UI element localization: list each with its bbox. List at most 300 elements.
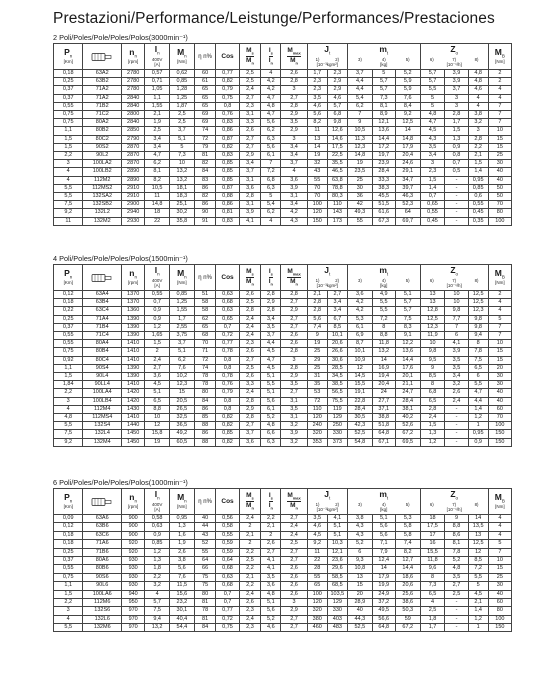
cell-mb: 30 [488, 381, 511, 389]
table-row [54, 201, 512, 209]
cell-eta: 58 [194, 307, 216, 315]
table-row [54, 598, 512, 606]
cell-in: 3,6 [145, 373, 170, 381]
cell-mb: 5 [488, 540, 511, 548]
cell-in: 3,2 [145, 582, 170, 590]
cell-mb: 4 [488, 531, 511, 539]
cell-mt5: 14 [395, 127, 420, 135]
cell-nn: 1390 [122, 332, 145, 340]
mn-symbol: $M_n$ [177, 267, 187, 280]
cell-ms: 2,4 [239, 86, 261, 94]
cell-mmax: 2,8 [281, 348, 307, 356]
table-row [54, 217, 512, 225]
cell-type: 90S2 [83, 143, 122, 151]
cell-is: 5,6 [261, 397, 281, 405]
cell-is: 7,2 [261, 168, 281, 176]
cell-type: 100LB4 [83, 397, 122, 405]
cell-zo7: 8,6 [445, 531, 468, 539]
cell-mn: 3,8 [170, 556, 195, 564]
jt-symbol: $J_t$ [324, 489, 331, 501]
cell-in: 4 [145, 590, 170, 598]
cell-zo8: 7,8 [468, 348, 488, 356]
cell-jt2: 3,4 [327, 307, 347, 315]
cell-mn: 20,5 [170, 397, 195, 405]
header-mn: $M_n$ [Nm] [170, 489, 195, 515]
cell-pn: 1,5 [54, 590, 83, 598]
header-cos: Cos [216, 44, 239, 70]
cell-nn: 900 [122, 531, 145, 539]
cell-eta: 71 [194, 348, 216, 356]
table-row [54, 127, 512, 135]
cell-cos: 0,77 [216, 340, 239, 348]
cell-mb: 100 [488, 217, 511, 225]
cell-mn: 60,5 [170, 438, 195, 446]
cell-mt5: 7,5 [395, 315, 420, 323]
cell-cos: 0,81 [216, 209, 239, 217]
cell-pn: 2,2 [54, 598, 83, 606]
cell-mb: 150 [488, 624, 511, 632]
cell-zo8: 13 [468, 531, 488, 539]
cell-mt5: 8,3 [395, 323, 420, 331]
cell-pn: 3 [54, 397, 83, 405]
cell-jt1: 2,1 [307, 291, 327, 299]
cell-mn: 1,7 [170, 315, 195, 323]
table-row [54, 209, 512, 217]
in-symbol: $I_n$ [154, 489, 160, 501]
table-row [54, 356, 512, 364]
cell-jt2: 4,1 [327, 515, 347, 523]
cell-in: 1,55 [145, 102, 170, 110]
cell-mt5: 5,2 [395, 70, 420, 78]
cell-zo7: 1,7 [445, 119, 468, 127]
cell-jt1: 55 [307, 176, 327, 184]
cell-mmax: 3 [281, 86, 307, 94]
cell-pn: 4 [54, 405, 83, 413]
cell-nn: 920 [122, 540, 145, 548]
cell-mt4: 13,6 [372, 127, 395, 135]
cell-mt5: 29,1 [395, 168, 420, 176]
cell-nn: 900 [122, 515, 145, 523]
cell-mt5: 39,7 [395, 184, 420, 192]
cell-mt3: 36 [347, 193, 372, 201]
cell-zo8: 9,4 [468, 332, 488, 340]
cell-mt4: 67,3 [372, 217, 395, 225]
cell-eta: 65 [194, 86, 216, 94]
cell-mn: 1,6 [170, 531, 195, 539]
cell-mb: 10 [488, 127, 511, 135]
cell-nn: 2800 [122, 111, 145, 119]
cell-ms: 2,1 [239, 573, 261, 581]
cell-nn: 2890 [122, 168, 145, 176]
cell-cos: 0,65 [216, 315, 239, 323]
cell-cos: 0,82 [216, 78, 239, 86]
cell-in: 0,58 [145, 515, 170, 523]
cell-nn: 2900 [122, 201, 145, 209]
cell-in: 19 [145, 438, 170, 446]
cell-mb: 2 [488, 78, 511, 86]
cell-is: 4,7 [261, 94, 281, 102]
cell-ms: 2,5 [239, 299, 261, 307]
cell-mt3: 12 [347, 364, 372, 372]
header-ms-ratio [239, 265, 261, 291]
cell-nn: 1410 [122, 340, 145, 348]
cell-jt2: 75,5 [327, 397, 347, 405]
cell-is: 4,8 [261, 590, 281, 598]
header-mb: $M_B$ [Nm] [488, 489, 511, 515]
cell-pn: 1,1 [54, 127, 83, 135]
cell-mmax: 3,4 [281, 143, 307, 151]
mn-symbol: $M_n$ [177, 491, 187, 504]
cell-ms: 2,7 [239, 94, 261, 102]
cell-mb: 100 [488, 422, 511, 430]
cell-mt4: 33,3 [372, 176, 395, 184]
cell-pn: 0,55 [54, 340, 83, 348]
cell-in: 6,5 [145, 397, 170, 405]
cell-nn: 1450 [122, 438, 145, 446]
cell-type: 71A2 [83, 94, 122, 102]
cell-mb: 7 [488, 332, 511, 340]
cell-zo8: 8 [468, 340, 488, 348]
cell-mt5: 5,9 [395, 86, 420, 94]
cell-mt5: 5,7 [395, 299, 420, 307]
mt-symbol: $m_t$ [379, 44, 389, 56]
header-pn: $P_n$ [Km] [54, 265, 83, 291]
cell-is: 5 [261, 193, 281, 201]
cell-mt4: 16,9 [372, 364, 395, 372]
cell-is: 3,6 [261, 582, 281, 590]
cell-jt2: 17,5 [327, 143, 347, 151]
cell-nn: 930 [122, 573, 145, 581]
cell-mt5: 40,2 [395, 414, 420, 422]
table-row [54, 143, 512, 151]
cell-ms: 3,6 [239, 184, 261, 192]
cell-cos: 0,78 [216, 373, 239, 381]
cell-mt4: 5,1 [372, 515, 395, 523]
cell-jt1: 100 [307, 201, 327, 209]
cell-in: 0,9 [145, 531, 170, 539]
cell-jt1: 43 [307, 168, 327, 176]
cell-zo6: 6,5 [420, 590, 445, 598]
cell-mt4: 5,6 [372, 531, 395, 539]
cell-mt3: 10,5 [347, 127, 372, 135]
table-row [54, 373, 512, 381]
cell-mt5: 20,1 [395, 373, 420, 381]
cell-cos: 0,7 [216, 590, 239, 598]
cell-mt5: 67,2 [395, 430, 420, 438]
cell-is: 5,2 [261, 414, 281, 422]
cell-zo8: 2,1 [468, 598, 488, 606]
cell-ms: 2,6 [239, 348, 261, 356]
header-jt: $J_t$ 1) 2) [10⁻³kgm²] [307, 489, 347, 515]
cell-zo6: 6,5 [420, 397, 445, 405]
cell-ms: 3,7 [239, 168, 261, 176]
cell-eta: 78 [194, 381, 216, 389]
cell-mn: 3,75 [170, 332, 195, 340]
cell-zo8: 6,5 [468, 364, 488, 372]
cell-ms: 3,7 [239, 430, 261, 438]
cell-zo6: 1,7 [420, 624, 445, 632]
cell-is: 5,1 [261, 598, 281, 606]
cell-mt5: 69,5 [395, 438, 420, 446]
cell-ms: 2,7 [239, 356, 261, 364]
header-mt: $m_t$ 3) 4) 5) [kg] [347, 489, 420, 515]
cell-eta: 65 [194, 323, 216, 331]
table-row [54, 364, 512, 372]
cell-is: 3,4 [261, 315, 281, 323]
cell-is: 6,8 [261, 176, 281, 184]
cell-mb: 4 [488, 86, 511, 94]
ms-ratio: $\frac{M_s}{M_n}$ [246, 491, 254, 511]
cell-is: 3,5 [261, 573, 281, 581]
cell-mt3: 5,3 [347, 315, 372, 323]
cell-nn: 1420 [122, 397, 145, 405]
cell-type: 100LA6 [83, 590, 122, 598]
cell-zo8: 1,4 [468, 168, 488, 176]
cell-is: 5,6 [261, 119, 281, 127]
cell-is: 4,2 [261, 86, 281, 94]
cell-zo7: 7,8 [445, 548, 468, 556]
cell-is: 6,3 [261, 184, 281, 192]
cell-mb: 50 [488, 193, 511, 201]
cell-cos: 0,72 [216, 332, 239, 340]
cell-zo7: 4,1 [445, 340, 468, 348]
cell-mt4: 12,1 [372, 119, 395, 127]
cell-mn: 13,2 [170, 168, 195, 176]
cell-mt3: 12,3 [347, 143, 372, 151]
cell-jt1: 53 [307, 389, 327, 397]
cell-mmax: 3,1 [281, 397, 307, 405]
cell-is: 4,6 [261, 624, 281, 632]
cell-zo8: 4,6 [468, 86, 488, 94]
header-type [83, 44, 122, 70]
cell-is: 5,5 [261, 381, 281, 389]
cell-eta: 84 [194, 168, 216, 176]
cell-mt4: 5,5 [372, 307, 395, 315]
cell-zo8: 2,8 [468, 135, 488, 143]
cell-mn: 2,6 [170, 548, 195, 556]
cell-zo8: 1,4 [468, 405, 488, 413]
table-row [54, 332, 512, 340]
cell-jt1: 2,3 [307, 78, 327, 86]
cell-mmax: 3 [281, 598, 307, 606]
cell-pn: 4,8 [54, 414, 83, 422]
cell-zo6: 11,9 [420, 332, 445, 340]
cell-zo8: 4,4 [468, 397, 488, 405]
cell-mt5: 14,4 [395, 565, 420, 573]
cell-zo7: - [445, 438, 468, 446]
cell-mb: 4 [488, 94, 511, 102]
cell-mt4: 8,8 [372, 332, 395, 340]
pn-symbol: $P_n$ [64, 46, 73, 59]
cell-zo8: 0,55 [468, 201, 488, 209]
cell-mmax: 3,6 [281, 176, 307, 184]
cell-mb: 30 [488, 160, 511, 168]
cell-jt1: 353 [307, 438, 327, 446]
cell-pn: 0,75 [54, 573, 83, 581]
cell-zo7: 3,5 [445, 356, 468, 364]
cell-eta: 88 [194, 438, 216, 446]
cell-pn: 0,18 [54, 531, 83, 539]
cell-ms: 4,1 [239, 217, 261, 225]
cell-zo6: 2,4 [420, 414, 445, 422]
cell-mt4: 61,6 [372, 209, 395, 217]
cell-mt5: 21,1 [395, 381, 420, 389]
table-header [54, 265, 512, 291]
cell-ms: 3,1 [239, 111, 261, 119]
cell-cos: 0,8 [216, 364, 239, 372]
cell-in: 3,4 [145, 143, 170, 151]
cell-ms: 3,3 [239, 119, 261, 127]
cell-mt3: 19,1 [347, 389, 372, 397]
cell-mn: 25,1 [170, 201, 195, 209]
table-row [54, 405, 512, 413]
cell-in: 1,8 [145, 565, 170, 573]
cell-jt2: 330 [327, 430, 347, 438]
cell-jt2: 34,5 [327, 373, 347, 381]
cell-mmax: 3,5 [281, 381, 307, 389]
cell-mb: 2 [488, 70, 511, 78]
cell-mn: 18,1 [170, 184, 195, 192]
cell-in: 0,57 [145, 70, 170, 78]
cell-mb: 40 [488, 176, 511, 184]
cell-zo7: 2,5 [445, 590, 468, 598]
cell-in: 11 [145, 193, 170, 201]
cell-mb: 7 [488, 102, 511, 110]
cell-zo7: 0,9 [445, 143, 468, 151]
cell-zo8: 0,35 [468, 217, 488, 225]
cell-ms: 2,4 [239, 323, 261, 331]
cell-zo7: - [445, 624, 468, 632]
cell-nn: 2780 [122, 70, 145, 78]
cell-mn: 11,5 [170, 582, 195, 590]
cell-mt4: 64,8 [372, 430, 395, 438]
cell-ms: 3,6 [239, 438, 261, 446]
cell-ms: 2,3 [239, 102, 261, 110]
cell-jt1: 2,8 [307, 307, 327, 315]
cell-type: 90LL4 [83, 381, 122, 389]
cell-eta: 69 [194, 119, 216, 127]
cell-mn: 3,7 [170, 127, 195, 135]
cell-mmax: 3,4 [281, 201, 307, 209]
cell-mt5: 5,8 [395, 531, 420, 539]
cell-zo6: 2,8 [420, 405, 445, 413]
header-mb: $M_B$ [Nm] [488, 44, 511, 70]
cell-ms: 2,1 [239, 531, 261, 539]
cell-type: 71C4 [83, 332, 122, 340]
cell-eta: 86 [194, 430, 216, 438]
cell-mb: 15 [488, 356, 511, 364]
cell-zo6: 3 [420, 160, 445, 168]
cell-jt1: 4,5 [307, 531, 327, 539]
cell-ms: 3,9 [239, 209, 261, 217]
cell-in: 18 [145, 209, 170, 217]
cell-nn: 2850 [122, 127, 145, 135]
cell-ms: 2,4 [239, 590, 261, 598]
cell-is: 2 [261, 531, 281, 539]
cell-mn: 0,85 [170, 291, 195, 299]
section-title: 4 Poli/Poles/Pole/Poles/Polos(1500min⁻¹) [53, 254, 188, 263]
table-row [54, 515, 512, 523]
cell-pn: 1,5 [54, 135, 83, 143]
cell-nn: 970 [122, 624, 145, 632]
cell-mn: 36,5 [170, 422, 195, 430]
cell-jt1: 110 [307, 405, 327, 413]
cell-jt2: 8,5 [327, 323, 347, 331]
cell-ms: 2,5 [239, 78, 261, 86]
cell-mt3: 6 [347, 548, 372, 556]
cell-eta: 72 [194, 356, 216, 364]
cell-zo6: 5,7 [420, 70, 445, 78]
cell-mn: 1,55 [170, 307, 195, 315]
header-pn: $P_n$ [Km] [54, 44, 83, 70]
cell-mt4: 8,9 [372, 111, 395, 119]
cell-ms: 2,8 [239, 193, 261, 201]
cell-is: 4,7 [261, 111, 281, 119]
performance-table [53, 488, 512, 632]
cell-mt5: 64 [395, 209, 420, 217]
is-ratio: $\frac{I_s}{I_n}$ [268, 46, 273, 66]
cell-type: 63B6 [83, 523, 122, 531]
cell-ms: 2,3 [239, 624, 261, 632]
cell-eta: 51 [194, 291, 216, 299]
cell-zo8: 4,7 [468, 389, 488, 397]
cell-jt2: 23,6 [327, 556, 347, 564]
cell-zo7: 8,8 [445, 523, 468, 531]
cell-zo6: 18 [420, 515, 445, 523]
cell-mt4: 19,4 [372, 373, 395, 381]
cell-cos: 0,85 [216, 176, 239, 184]
cell-in: 1,3 [145, 556, 170, 564]
cell-nn: 2910 [122, 184, 145, 192]
cell-mt4: 12,4 [372, 556, 395, 564]
cell-cos: 0,56 [216, 515, 239, 523]
cell-cos: 0,58 [216, 523, 239, 531]
cell-type: 112MS2 [83, 184, 122, 192]
cell-mt5: 20,6 [395, 582, 420, 590]
cell-cos: 0,87 [216, 184, 239, 192]
cell-mt3: 49,3 [347, 209, 372, 217]
cell-mmax: 2,9 [281, 373, 307, 381]
cell-mt5: 69,7 [395, 217, 420, 225]
cell-mb: 25 [488, 573, 511, 581]
cell-cos: 0,55 [216, 531, 239, 539]
cell-mt3: 28,9 [347, 598, 372, 606]
cell-mt3: 52,5 [347, 430, 372, 438]
header-zo: $Z_o$ 6) 7) 8) [10⁻¹/h] [420, 489, 488, 515]
cell-mmax: 2,7 [281, 323, 307, 331]
cell-jt1: 9 [307, 332, 327, 340]
cell-type: 132M2 [83, 217, 122, 225]
cell-jt1: 28 [307, 565, 327, 573]
cell-jt2: 46,5 [327, 168, 347, 176]
cell-mt5: 38,1 [395, 405, 420, 413]
cell-mn: 15,6 [170, 590, 195, 598]
cell-mmax: 2,6 [281, 70, 307, 78]
cell-mmax: 3,9 [281, 430, 307, 438]
cell-mt5: 17,6 [395, 364, 420, 372]
cell-mt3: 4,4 [347, 86, 372, 94]
table-row [54, 70, 512, 78]
cell-zo8: 12 [468, 548, 488, 556]
header-eta: η n% [194, 489, 216, 515]
cell-mb: 40 [488, 168, 511, 176]
cell-mn: 5,6 [170, 565, 195, 573]
cell-type: 100LA4 [83, 389, 122, 397]
cell-mt5: 7,6 [395, 94, 420, 102]
cell-cos: 0,76 [216, 111, 239, 119]
cell-jt1: 14 [307, 143, 327, 151]
cell-type: 132L2 [83, 209, 122, 217]
